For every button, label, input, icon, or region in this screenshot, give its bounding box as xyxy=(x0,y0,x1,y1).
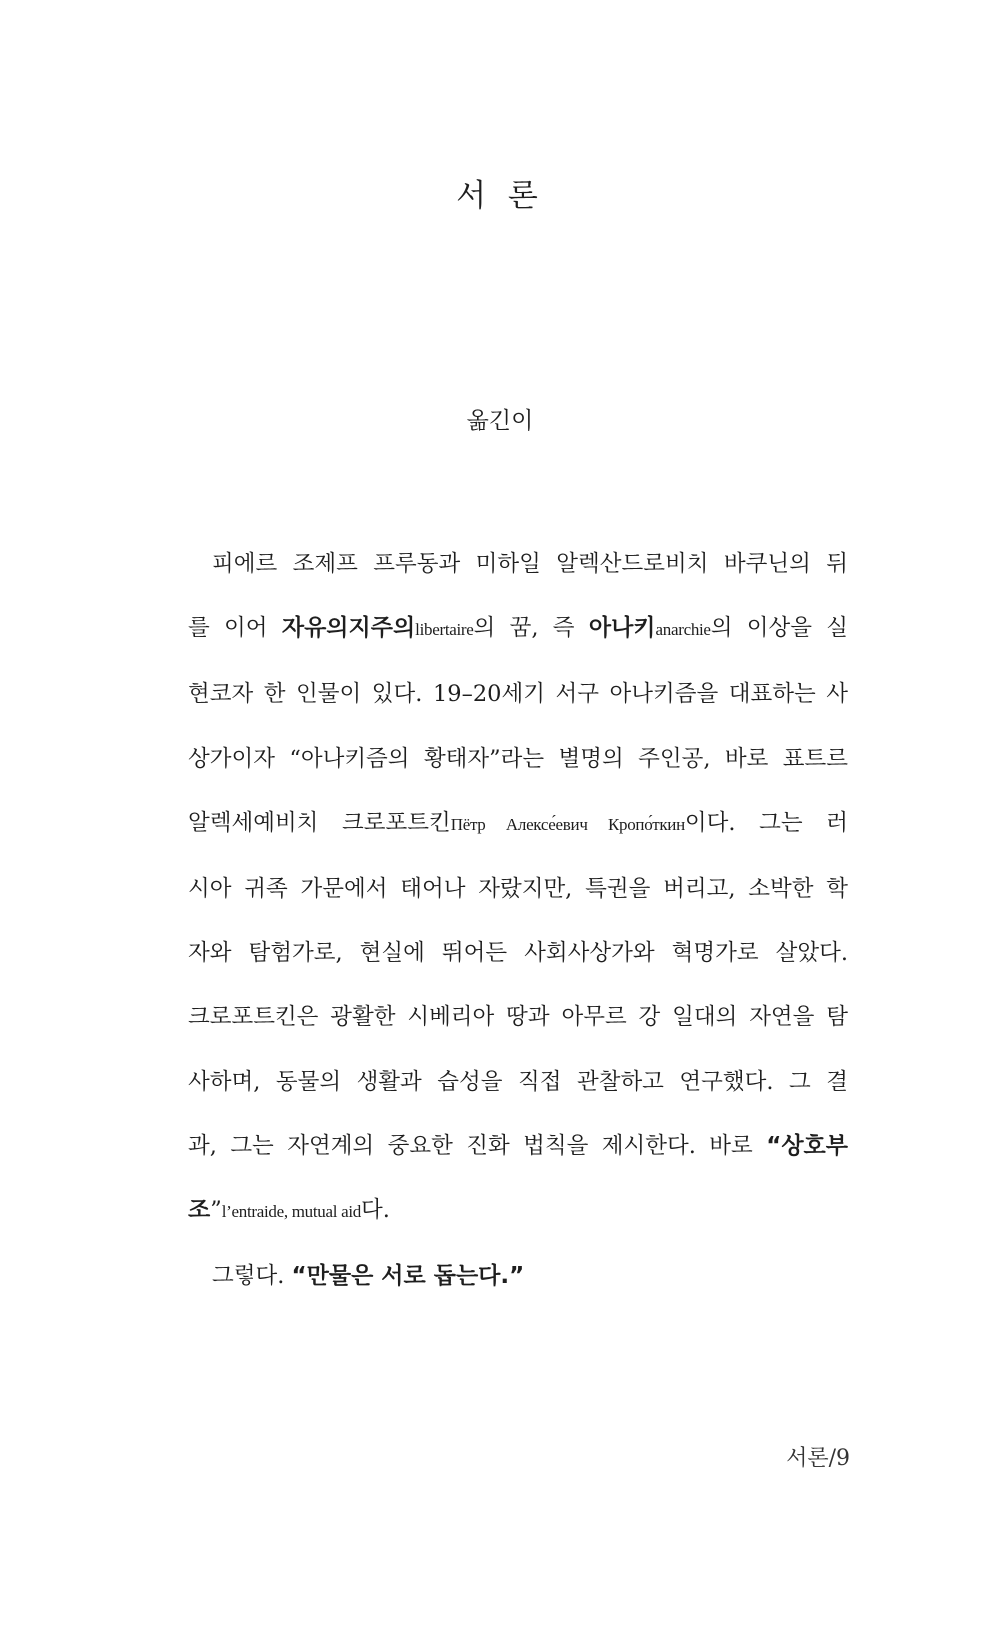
text-line xyxy=(188,596,848,662)
text-line: 자와 탐험가로, 현실에 뛰어든 사회사상가와 혁명가로 살았다. xyxy=(188,940,848,967)
paragraph-2 xyxy=(188,1244,848,1308)
text-line: 피에르 조제프 프루동과 미하일 알렉산드로비치 바쿠닌의 뒤 xyxy=(212,551,848,577)
text-run: ” xyxy=(210,1197,222,1224)
translator-credit: 옮긴이 xyxy=(466,408,534,434)
text-line: 시아 귀족 가문에서 태어나 자랐지만, 특권을 버리고, 소박한 학 xyxy=(188,876,848,903)
page-title: 서 론 xyxy=(456,178,544,214)
text-line: 현코자 한 인물이 있다. 19–20세기 서구 아나키즘을 대표하는 사 xyxy=(188,681,848,708)
text-run: 과, 그는 자연계의 중요한 진화 법칙을 제시한다. 바로 xyxy=(188,1132,767,1159)
text-line xyxy=(188,1114,848,1178)
text-run: 그렇다. xyxy=(212,1263,292,1290)
text-line xyxy=(188,791,848,857)
text-run: 의 꿈, 즉 xyxy=(473,615,589,642)
foreign-term-anarchie: anarchie xyxy=(655,620,711,640)
text-line xyxy=(188,1178,848,1244)
text-line: 사하며, 동물의 생활과 습성을 직접 관찰하고 연구했다. 그 결 xyxy=(188,1068,848,1095)
emphasis-mutual-aid-end: 조 xyxy=(188,1197,211,1224)
foreign-term-libertaire: libertaire xyxy=(415,620,474,640)
page-number-footer: 서론/9 xyxy=(786,1446,850,1471)
paragraph-1 xyxy=(188,532,848,1244)
text-line: 크로포트킨은 광활한 시베리아 땅과 아무르 강 일대의 자연을 탐 xyxy=(188,1004,848,1031)
emphasis-quote: “만물은 서로 돕는다.” xyxy=(291,1263,525,1290)
foreign-name-kropotkin: Пётр Алексе́евич Кропо́ткин xyxy=(450,814,685,834)
foreign-term-mutual-aid: l’entraide, mutual aid xyxy=(221,1202,361,1222)
text-run: 이다. 그는 러 xyxy=(684,809,848,836)
body-text xyxy=(188,532,848,1308)
text-run: 다. xyxy=(361,1197,390,1224)
emphasis-mutual-aid: “상호부 xyxy=(766,1132,848,1159)
emphasis-anarchy: 아나키 xyxy=(588,615,656,642)
text-run: 알렉세예비치 크로포트킨 xyxy=(188,809,451,836)
text-run: 의 이상을 실 xyxy=(710,615,849,642)
text-line: 상가이자 “아나키즘의 황태자”라는 별명의 주인공, 바로 표트르 xyxy=(188,745,848,772)
text-run: 를 이어 xyxy=(188,615,282,642)
emphasis-libertarianism: 자유의지주의 xyxy=(281,615,416,642)
